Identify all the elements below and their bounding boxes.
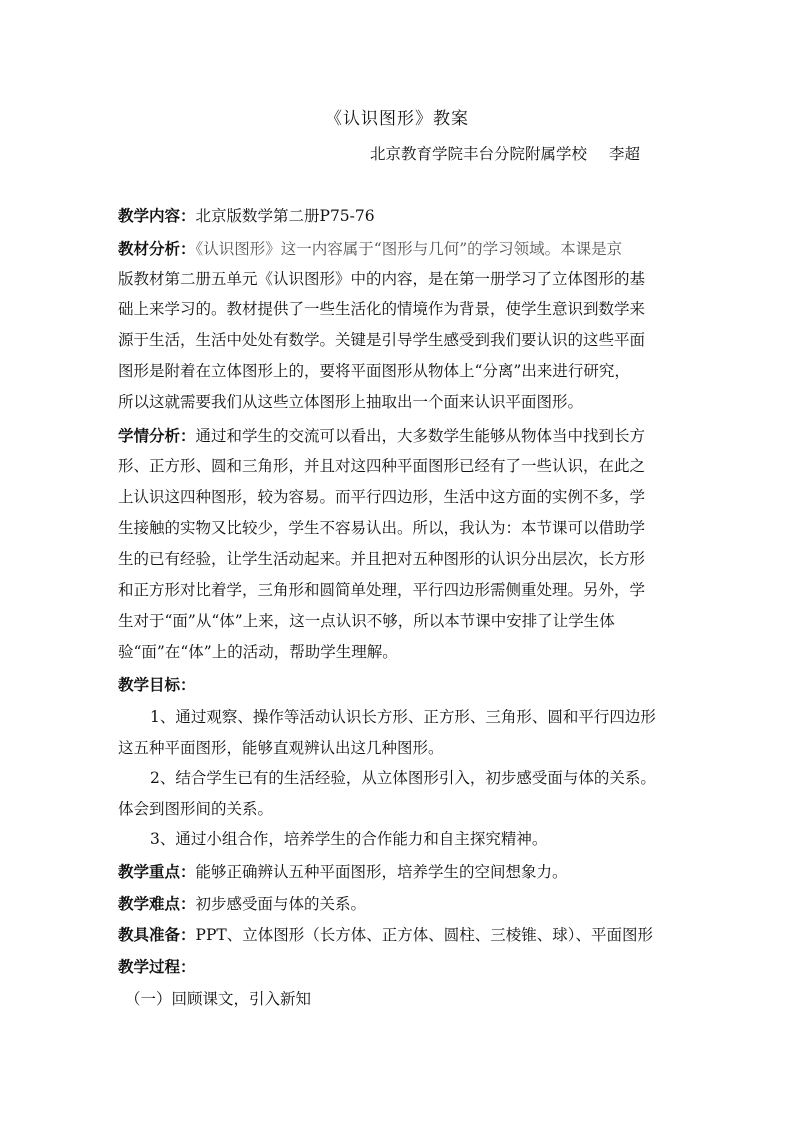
learner-line: 和正方形对比着学，三角形和圆简单处理，平行四边形需侧重处理。另外，学 [118, 581, 646, 599]
learner-line: 生对于“面”从“体”上来，这一点认识不够，所以本节课中安排了让学生体 [118, 612, 615, 630]
tools-label: 教具准备： [118, 925, 196, 944]
goal-item-continued: 这五种平面图形，能够直观辨认出这几种图形。 [118, 739, 444, 757]
learner-row [118, 425, 678, 447]
learner-label: 学情分析： [118, 426, 196, 445]
author-name: 李超 [609, 145, 641, 163]
goals-label: 教学目标： [118, 675, 196, 694]
learner-line: 生的已有经验，让学生活动起来。并且把对五种图形的认识分出层次，长方形 [118, 550, 646, 568]
analysis-line: 所以这就需要我们从这些立体图形上抽取出一个面来认识平面图形。 [118, 393, 584, 411]
difficulty-row [118, 893, 678, 915]
content-label: 教学内容： [118, 206, 196, 225]
key-row [118, 861, 678, 883]
learner-line: 形、正方形、圆和三角形，并且对这四种平面图形已经有了一些认识，在此之 [118, 457, 646, 475]
analysis-row [118, 238, 678, 260]
process-label: 教学过程： [118, 957, 196, 976]
goal-item: 2、结合学生已有的生活经验，从立体图形引入，初步感受面与体的关系。 [150, 769, 656, 787]
difficulty-text: 初步感受面与体的关系。 [195, 895, 367, 913]
goal-item-continued: 体会到图形间的关系。 [118, 800, 274, 818]
content-row [118, 205, 678, 227]
analysis-line: 础上来学习的。教材提供了一些生活化的情境作为背景，使学生意识到数学来 [118, 300, 646, 318]
analysis-label: 教材分析： [118, 239, 196, 258]
document-title: 《认识图形》教案 [325, 109, 469, 129]
tools-text: PPT、立体图形（长方体、正方体、圆柱、三棱锥、球）、平面图形 [195, 926, 653, 944]
learner-line: 通过和学生的交流可以看出，大多数学生能够从物体当中找到长方 [195, 427, 646, 445]
learner-line: 生接触的实物又比较少，学生不容易认出。所以，我认为：本节课可以借助学 [118, 519, 646, 537]
process-step: （一）回顾课文，引入新知 [125, 990, 312, 1008]
learner-line: 上认识这四种图形，较为容易。而平行四边形，生活中这方面的实例不多，学 [118, 488, 646, 506]
analysis-line: 源于生活，生活中处处有数学。关键是引导学生感受到我们要认识的这些平面 [118, 331, 646, 349]
author-line [370, 142, 640, 164]
analysis-line: 图形是附着在立体图形上的，要将平面图形从物体上“分离”出来进行研究， [118, 362, 630, 380]
content-text: 北京版数学第二册P75-76 [195, 207, 375, 225]
key-text: 能够正确辨认五种平面图形，培养学生的空间想象力。 [195, 863, 568, 881]
goal-item: 3、通过小组合作，培养学生的合作能力和自主探究精神。 [150, 830, 548, 848]
author-school: 北京教育学院丰台分院附属学校 [370, 145, 588, 163]
difficulty-label: 教学难点： [118, 894, 196, 913]
tools-row [118, 924, 678, 946]
learner-line: 验“面”在“体”上的活动，帮助学生理解。 [118, 643, 398, 661]
analysis-line: 《认识图形》这一内容属于“图形与几何”的学习领域。本课是京 [195, 240, 623, 258]
key-label: 教学重点： [118, 862, 196, 881]
analysis-line: 版教材第二册五单元《认识图形》中的内容，是在第一册学习了立体图形的基 [118, 270, 646, 288]
goal-item: 1、通过观察、操作等活动认识长方形、正方形、三角形、圆和平行四边形 [150, 708, 656, 726]
